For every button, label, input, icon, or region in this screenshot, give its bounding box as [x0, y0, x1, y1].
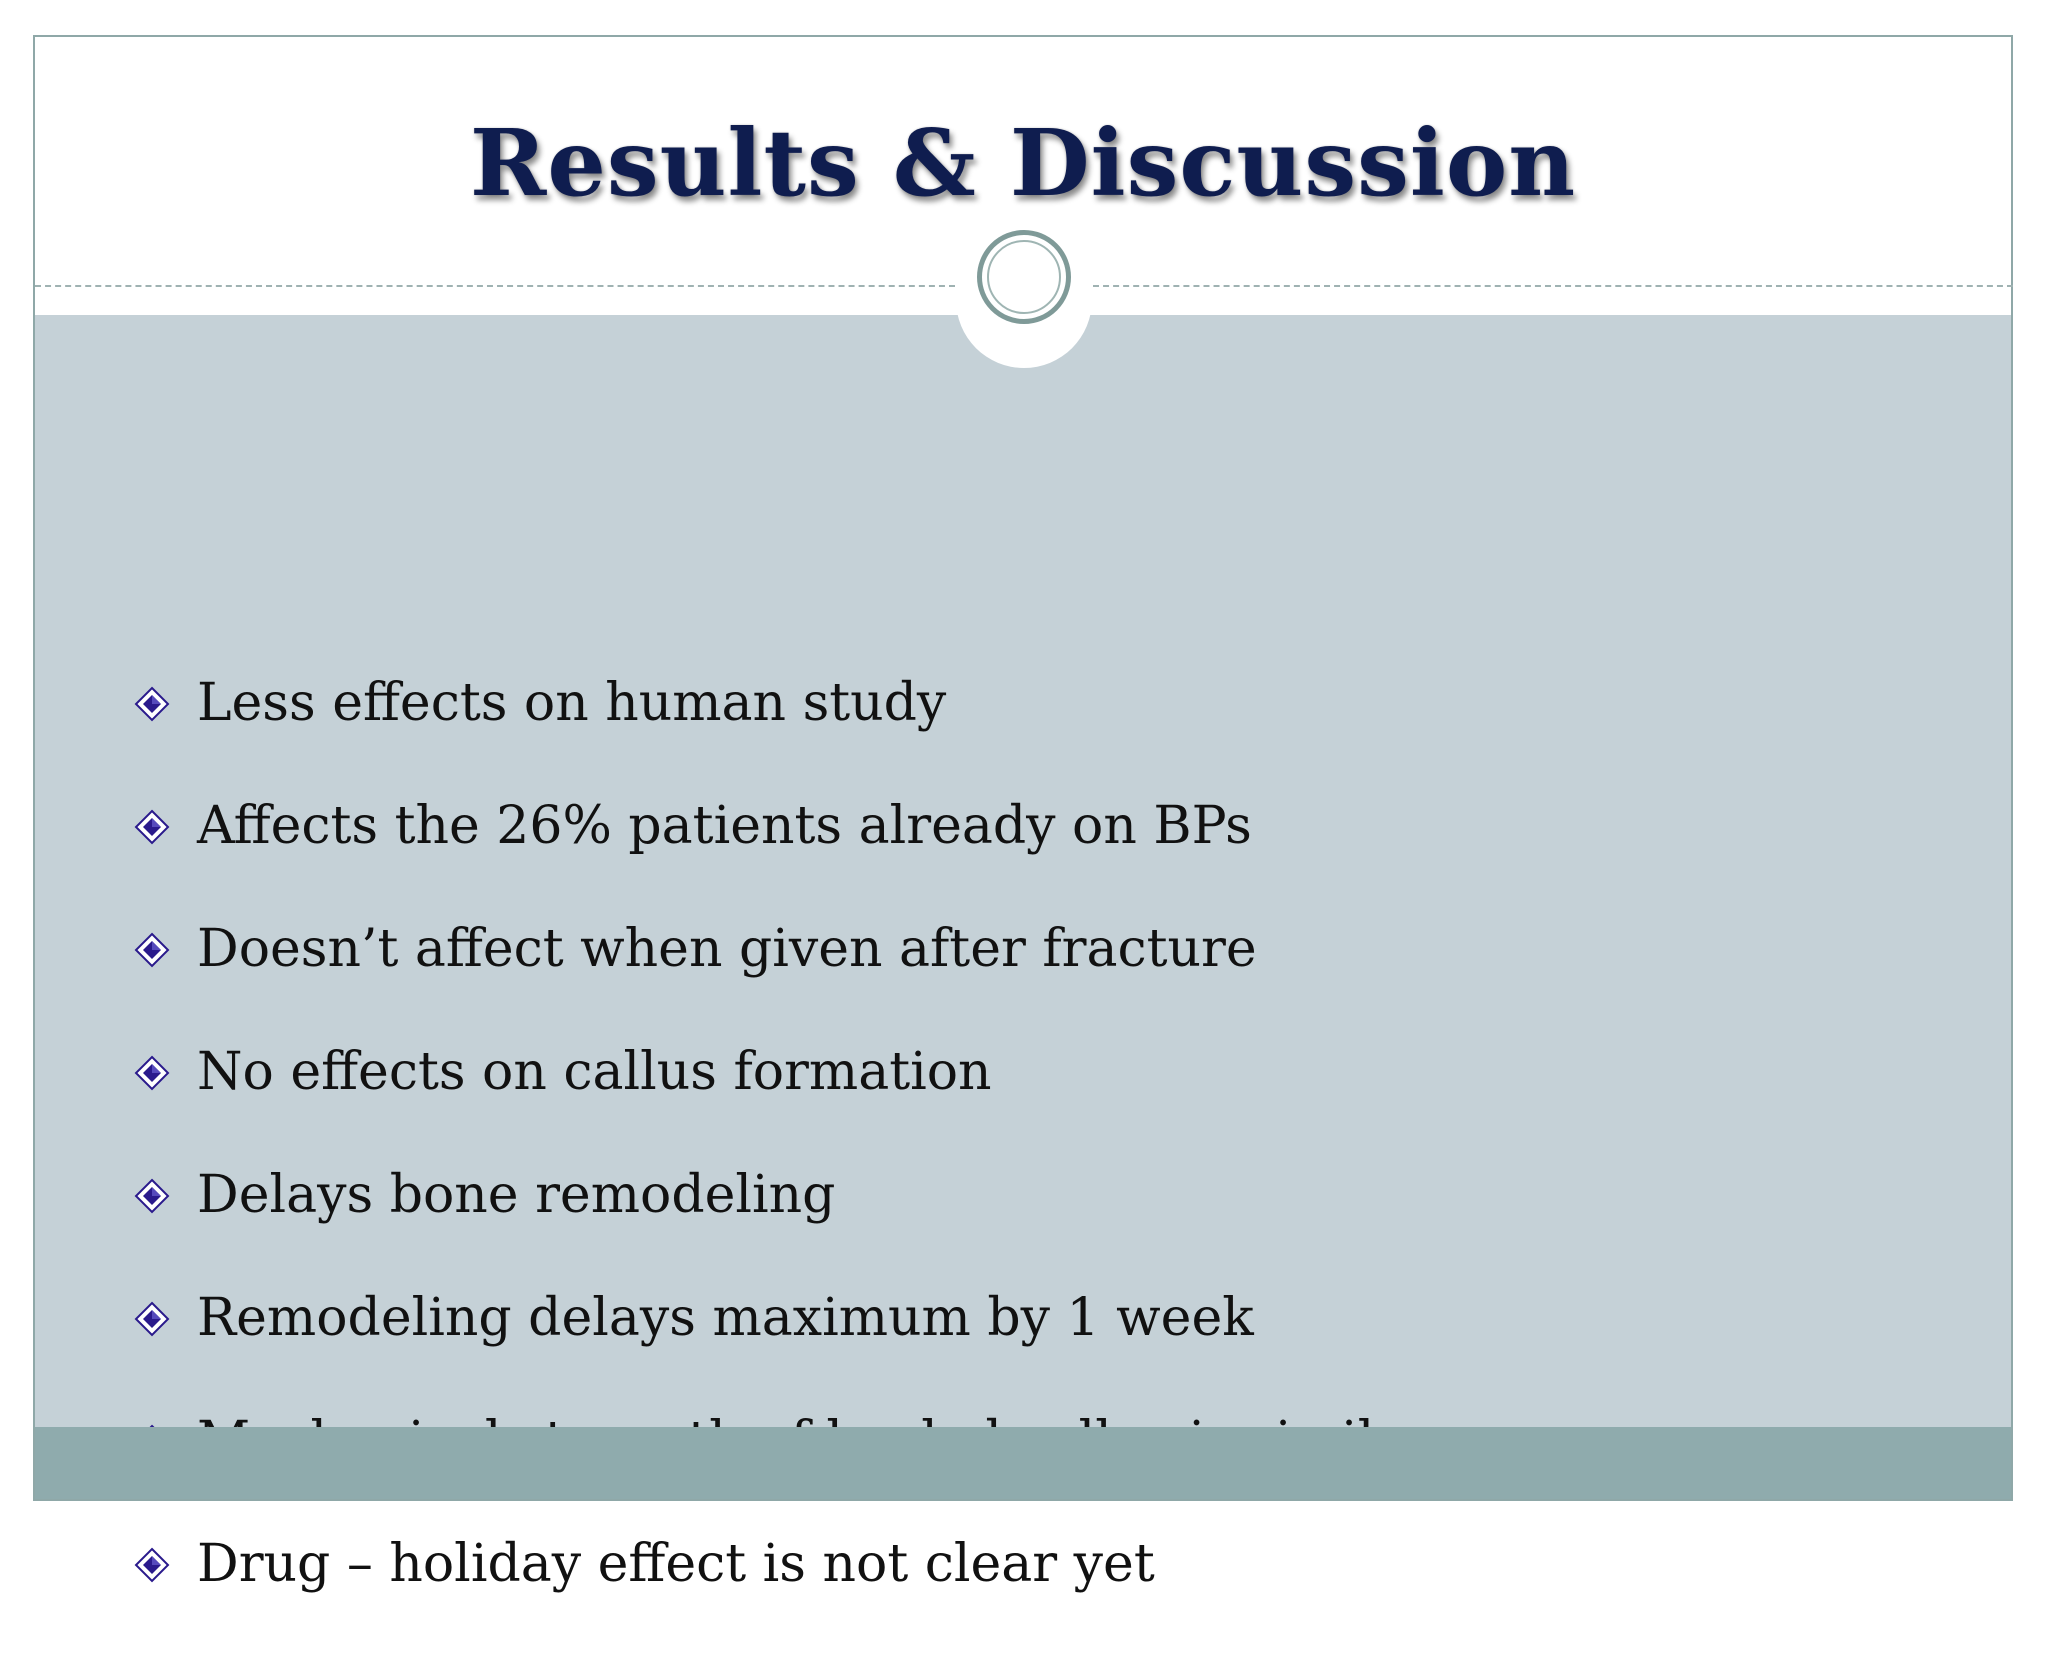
bullet-item	[135, 1039, 1430, 1162]
bullet-text: Affects the 26% patients already on BPs	[197, 796, 1252, 856]
diamond-bullet-icon	[135, 797, 197, 857]
content-area	[35, 315, 2011, 1594]
bullet-item	[135, 916, 1430, 1039]
circle-ornament-inner-ring	[987, 240, 1061, 314]
bullet-text: Doesn’t affect when given after fracture	[197, 919, 1257, 979]
bullet-item	[135, 670, 1430, 793]
diamond-bullet-icon	[135, 920, 197, 980]
bullet-item	[135, 1285, 1430, 1408]
bullet-item	[135, 1162, 1430, 1285]
divider-left	[35, 285, 955, 287]
bullet-text: Remodeling delays maximum by 1 week	[197, 1288, 1254, 1348]
bullet-text: Drug – holiday effect is not clear yet	[197, 1534, 1155, 1594]
bullet-item	[135, 1531, 1430, 1654]
diamond-bullet-icon	[135, 1043, 197, 1103]
divider-right	[1093, 285, 2013, 287]
diamond-bullet-icon	[135, 1535, 197, 1595]
diamond-bullet-icon	[135, 1166, 197, 1226]
slide-title: Results & Discussion	[469, 109, 1577, 217]
bullet-text: No effects on callus formation	[197, 1042, 992, 1102]
bullet-text: Delays bone remodeling	[197, 1165, 836, 1225]
bullet-list	[135, 670, 1430, 1654]
footer-band	[35, 1427, 2011, 1499]
bullet-item	[135, 793, 1430, 916]
diamond-bullet-icon	[135, 1289, 197, 1349]
diamond-bullet-icon	[135, 674, 197, 734]
slide	[33, 35, 2013, 1594]
bullet-text: Less effects on human study	[197, 673, 947, 733]
